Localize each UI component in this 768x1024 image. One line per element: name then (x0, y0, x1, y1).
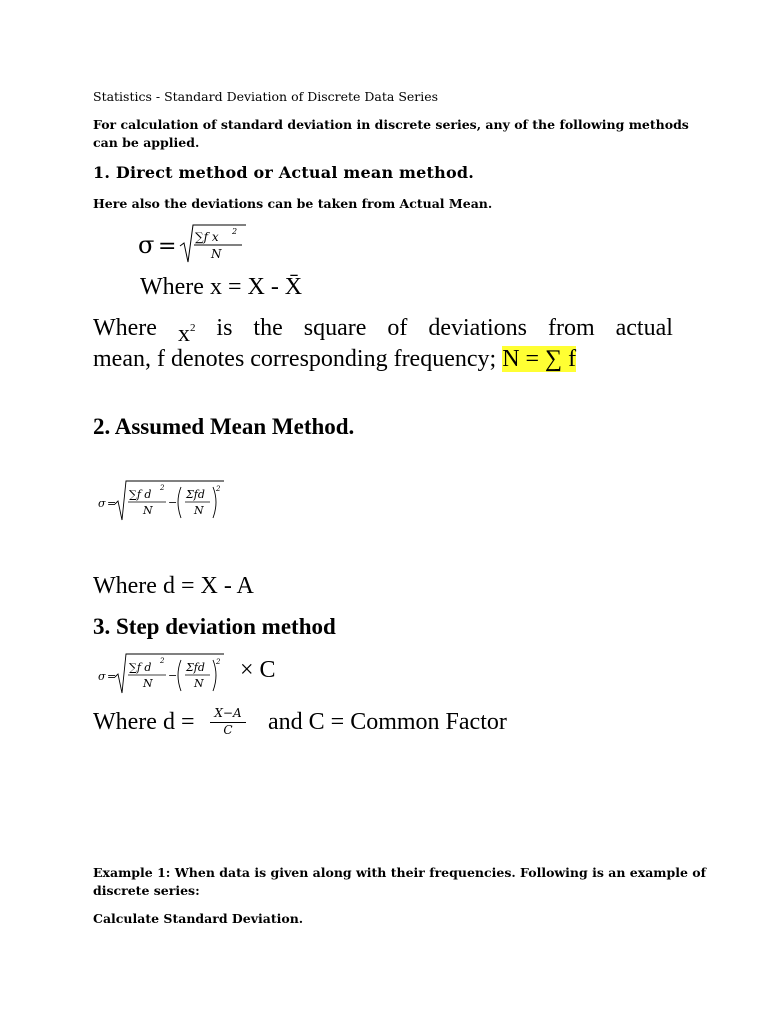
svg-text:2: 2 (216, 658, 221, 666)
example-line-1: Example 1: When data is given along with their frequencies. Following is an example of (93, 865, 707, 880)
svg-text:N: N (194, 677, 204, 690)
svg-text:2: 2 (160, 484, 165, 492)
svg-text:Σfd: Σfd (186, 661, 205, 674)
numerator: ∑f x (195, 230, 219, 244)
n-equals-sum-f-highlight: N = ∑ f (502, 346, 577, 372)
where-x-definition: Where x = X - X̄ (140, 274, 303, 300)
svg-text:2: 2 (160, 657, 165, 665)
step-deviation-formula (98, 651, 228, 697)
deviation-explanation (93, 313, 673, 375)
exponent: 2 (232, 227, 238, 236)
sigma-symbol: σ (138, 231, 155, 259)
svg-text:Σfd: Σfd (186, 488, 205, 501)
common-factor-definition: and C = Common Factor (268, 709, 507, 735)
denominator: N (211, 247, 222, 261)
svg-text:σ: σ (98, 670, 106, 683)
fraction-numerator: X−A (214, 706, 242, 720)
svg-text:N: N (194, 504, 204, 517)
section3-heading: 3. Step deviation method (93, 614, 336, 639)
equals-sign: = (158, 234, 177, 259)
where-d-step-prefix: Where d = (93, 709, 195, 735)
svg-text:N: N (143, 677, 153, 690)
intro-line-1: For calculation of standard deviation in discrete series, any of the following methods (93, 117, 689, 132)
svg-text:2: 2 (216, 485, 221, 493)
svg-text:∑f d: ∑f d (129, 661, 152, 674)
svg-text:=: = (107, 670, 117, 683)
section2-heading: 2. Assumed Mean Method. (93, 414, 355, 439)
svg-text:∑f d: ∑f d (129, 488, 152, 501)
where-d-definition: Where d = X - A (93, 573, 254, 599)
page-title: Statistics - Standard Deviation of Discrete Data Series (93, 89, 439, 104)
assumed-mean-formula (98, 478, 228, 524)
example-line-2: discrete series: (93, 883, 200, 898)
section1-note: Here also the deviations can be taken from Actual Mean. (93, 196, 493, 211)
fraction-denominator: C (223, 723, 233, 737)
section1-heading: 1. Direct method or Actual mean method. (93, 163, 475, 182)
svg-text:σ: σ (98, 497, 106, 510)
explanation-line-1: Where $x^2$ is the square of deviations from actual (93, 315, 673, 347)
explanation-line-2: mean, f denotes corresponding frequency; N = ∑ f (93, 346, 577, 372)
intro-line-2: can be applied. (93, 135, 200, 150)
svg-text:=: = (107, 497, 117, 510)
direct-method-formula (138, 222, 248, 268)
times-c: × C (240, 657, 276, 683)
svg-text:−: − (168, 496, 178, 509)
example-task: Calculate Standard Deviation. (93, 911, 304, 926)
svg-text:−: − (168, 669, 178, 682)
svg-text:N: N (143, 504, 153, 517)
step-fraction (208, 706, 248, 737)
